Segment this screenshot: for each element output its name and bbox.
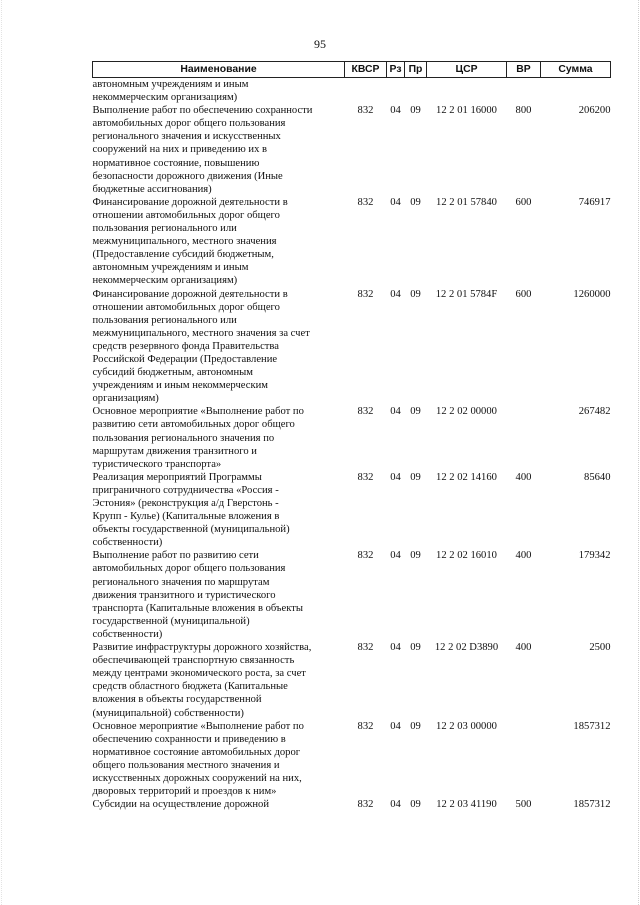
row-name-line: некоммерческим организациям): [92, 92, 238, 104]
row-rz: [387, 78, 405, 105]
table-row: [93, 641, 611, 720]
row-rz: 04: [390, 471, 401, 483]
row-pr: 09: [410, 642, 421, 654]
table-row: [93, 288, 611, 406]
row-pr: 09: [410, 799, 421, 811]
row-csr: 12 2 03 00000: [436, 720, 497, 732]
row-name-cell: [93, 720, 345, 799]
row-name-line: туристического транспорта»: [92, 458, 222, 470]
row-kvsr: 832: [357, 720, 374, 732]
row-rz: 04: [390, 642, 401, 654]
row-name-line: маршрутам движения транзитного и: [92, 445, 257, 457]
row-name-line: дворовых территорий и проездов к ним»: [92, 786, 277, 798]
row-pr: 09: [410, 720, 421, 732]
page-number: 95: [314, 37, 326, 51]
row-name-line: между центрами экономического роста, за счет: [92, 668, 306, 680]
row-name-line: Развитие инфраструктуры дорожного хозяйства,: [92, 642, 312, 654]
row-name-line: некоммерческим организациям): [92, 275, 238, 287]
row-name-cell: [93, 288, 345, 406]
row-name-line: нормативное состояние, повышению: [92, 157, 260, 169]
row-name-line: средств резервного фонда Правительства: [92, 340, 279, 352]
row-rz: 04: [390, 288, 401, 300]
header-csr: ЦСР: [427, 62, 507, 78]
row-name-line: (муниципальной) собственности): [92, 707, 244, 719]
row-name-cell: [93, 798, 345, 811]
row-name-line: автономным учреждениям и иным: [92, 262, 249, 274]
row-pr: 09: [410, 406, 421, 418]
row-name-line: пользования регионального значения по: [92, 432, 275, 444]
row-vr: 400: [515, 642, 532, 654]
row-vr: [507, 78, 541, 105]
row-name-line: сооружений на них и приведению их в: [92, 144, 268, 156]
row-vr: [507, 720, 541, 799]
row-csr: 12 2 01 16000: [436, 105, 497, 117]
row-name-line: обеспечению сохранности и приведению в: [92, 733, 286, 745]
row-kvsr: 832: [357, 550, 374, 562]
table-row: [93, 798, 611, 811]
row-name-line: отношении автомобильных дорог общего: [92, 301, 280, 313]
row-name-line: движения транзитного и туристического: [92, 589, 276, 601]
header-rz: Рз: [387, 62, 405, 78]
table-row: [93, 78, 611, 105]
row-name-line: собственности): [92, 537, 163, 549]
row-name-line: Российской Федерации (Предоставление: [92, 353, 278, 365]
row-kvsr: 832: [357, 642, 374, 654]
row-rz: 04: [390, 105, 401, 117]
row-kvsr: 832: [357, 288, 374, 300]
row-sum: 1857312: [573, 799, 611, 811]
row-kvsr: 832: [357, 196, 374, 208]
table-row: [93, 471, 611, 550]
row-name-cell: [93, 104, 345, 196]
row-name-line: учреждениям и иным некоммерческим: [92, 380, 268, 392]
row-csr: 12 2 02 00000: [436, 406, 497, 418]
header-pr: Пр: [405, 62, 427, 78]
row-vr: 600: [515, 196, 532, 208]
row-pr: 09: [410, 105, 421, 117]
row-sum: 1857312: [573, 720, 611, 732]
row-name-cell: [93, 549, 345, 641]
header-name: Наименование: [93, 62, 345, 78]
budget-table: [92, 61, 611, 811]
row-kvsr: 832: [357, 799, 374, 811]
row-sum: 2500: [589, 642, 611, 654]
row-sum: 267482: [578, 406, 611, 418]
row-name-line: автономным учреждениям и иным: [92, 79, 249, 90]
row-name-line: Эстония» (реконструкция а/д Гверстонь -: [92, 498, 279, 509]
row-csr: 12 2 01 5784F: [435, 288, 498, 300]
row-name-line: объекты государственной (муниципальной): [92, 524, 290, 536]
row-name-line: автомобильных дорог общего пользования: [92, 118, 286, 130]
row-sum: 179342: [578, 550, 611, 562]
row-name-line: регионального значения по маршрутам: [92, 576, 270, 588]
row-name-line: Выполнение работ по обеспечению сохранности: [92, 105, 313, 117]
row-pr: 09: [410, 288, 421, 300]
row-name-cell: [93, 471, 345, 550]
row-vr: 800: [515, 105, 532, 117]
row-sum: 85640: [584, 471, 611, 483]
row-name-line: искусственных дорожных сооружений на них,: [92, 772, 302, 784]
header-sum: Сумма: [541, 62, 611, 78]
row-kvsr: 832: [357, 471, 374, 483]
table-row: [93, 405, 611, 470]
row-name-line: автомобильных дорог общего пользования: [92, 563, 286, 575]
row-name-line: бюджетные ассигнования): [92, 183, 212, 195]
row-name-cell: [93, 405, 345, 470]
row-name-line: государственной (муниципальной): [92, 615, 250, 627]
row-name-line: Финансирование дорожной деятельности в: [92, 288, 288, 300]
row-name-line: средств областного бюджета (Капитальные: [92, 681, 288, 693]
table-row: [93, 720, 611, 799]
row-name-line: вложения в объекты государственной: [92, 694, 262, 706]
row-csr: 12 2 02 16010: [436, 550, 497, 562]
scan-right-edge: [637, 0, 639, 905]
row-name-line: Основное мероприятие «Выполнение работ по: [92, 720, 304, 732]
row-kvsr: [345, 78, 387, 105]
row-name-line: безопасности дорожного движения (Иные: [92, 170, 283, 182]
row-name-line: нормативное состояние автомобильных дорог: [92, 746, 301, 758]
row-vr: 400: [515, 471, 532, 483]
row-vr: 400: [515, 550, 532, 562]
row-pr: 09: [410, 196, 421, 208]
row-name-cell: [93, 641, 345, 720]
row-sum: 206200: [578, 105, 611, 117]
row-name-line: субсидий бюджетным, автономным: [92, 367, 253, 379]
row-csr: 12 2 03 41190: [436, 799, 497, 811]
row-name-line: организациям): [92, 393, 159, 405]
row-name-line: обеспечивающей транспортную связанность: [92, 655, 295, 667]
scan-left-edge: [1, 0, 3, 905]
row-name-line: (Предоставление субсидий бюджетным,: [92, 249, 274, 261]
row-name-line: пользования регионального или: [92, 223, 237, 235]
row-name-line: Субсидии на осуществление дорожной: [92, 799, 270, 811]
row-name-line: Крупп - Кулье) (Капитальные вложения в: [92, 511, 280, 523]
table-row: [93, 549, 611, 641]
row-pr: [405, 78, 427, 105]
row-name-cell: [93, 78, 345, 105]
row-pr: 09: [410, 471, 421, 483]
row-name-line: отношении автомобильных дорог общего: [92, 209, 280, 221]
row-name-line: транспорта (Капитальные вложения в объекты: [92, 602, 303, 614]
row-csr: 12 2 02 D3890: [434, 642, 499, 654]
row-vr: [507, 405, 541, 470]
row-name-line: Основное мероприятие «Выполнение работ по: [92, 406, 304, 418]
row-rz: 04: [390, 799, 401, 811]
row-name-line: межмуниципального, местного значения за счет: [92, 327, 310, 339]
row-name-line: Реализация мероприятий Программы: [92, 471, 262, 483]
row-kvsr: 832: [357, 406, 374, 418]
table-header-row: [93, 62, 611, 78]
row-name-line: Финансирование дорожной деятельности в: [92, 196, 288, 208]
table-row: [93, 104, 611, 196]
row-name-line: общего пользования местного значения и: [92, 759, 280, 771]
row-csr: 12 2 02 14160: [436, 471, 497, 483]
header-kvsr: КВСР: [345, 62, 387, 78]
table-body: [93, 78, 611, 812]
table-row: [93, 196, 611, 288]
row-rz: 04: [390, 196, 401, 208]
row-name-line: регионального значения и искусственных: [92, 131, 281, 143]
row-vr: 500: [515, 799, 532, 811]
row-name-line: собственности): [92, 628, 163, 640]
row-name-line: приграничного сотрудничества «Россия -: [92, 484, 279, 496]
row-rz: 04: [390, 720, 401, 732]
row-sum: [541, 78, 611, 105]
header-vr: ВР: [507, 62, 541, 78]
row-csr: [427, 78, 507, 105]
row-name-line: межмуниципального, местного значения: [92, 236, 277, 248]
row-rz: 04: [390, 406, 401, 418]
row-name-line: развитию сети автомобильных дорог общего: [92, 419, 295, 431]
row-sum: 746917: [578, 196, 611, 208]
row-name-line: пользования регионального или: [92, 314, 237, 326]
row-sum: 1260000: [573, 288, 611, 300]
row-rz: 04: [390, 550, 401, 562]
row-name-cell: [93, 196, 345, 288]
row-name-line: Выполнение работ по развитию сети: [92, 550, 259, 562]
row-csr: 12 2 01 57840: [436, 196, 497, 208]
row-vr: 600: [515, 288, 532, 300]
row-kvsr: 832: [357, 105, 374, 117]
row-pr: 09: [410, 550, 421, 562]
